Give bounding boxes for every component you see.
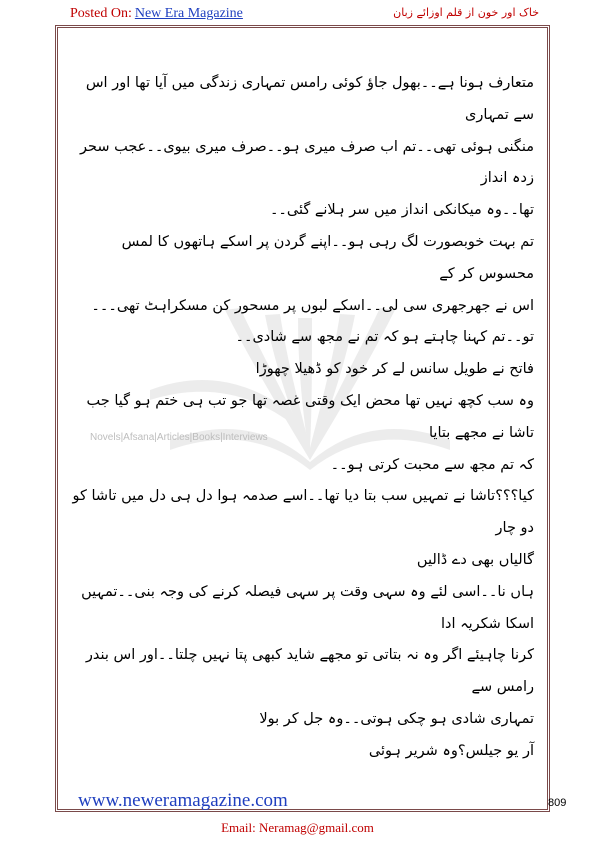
watermark-text: Novels|Afsana|Articles|Books|Interviews — [90, 432, 268, 443]
novel-title: خاک اور خون از قلم اوزائے زبان — [393, 6, 539, 19]
magazine-link[interactable]: New Era Magazine — [134, 6, 243, 21]
paragraph-line: تو۔۔تم کہنا چاہتے ہو کہ تم نے مجھ سے شادی۔۔ — [235, 329, 534, 346]
contact-email[interactable]: Email: Neramag@gmail.com — [221, 820, 374, 835]
posted-on — [70, 6, 243, 22]
website-link[interactable]: www.neweramagazine.com — [78, 790, 288, 811]
paragraph-line: تمہاری شادی ہو چکی ہوتی۔۔وہ جل کر بولا — [259, 710, 534, 727]
paragraph-line: کیا؟؟؟تاشا نے تمہیں سب بتا دیا تھا۔۔اسے صدمہ ہوا دل ہی دل میں تاشا کو دو چار — [72, 488, 534, 537]
paragraph-line: گالیاں بھی دے ڈالیں — [416, 551, 534, 568]
page-number: 809 — [548, 797, 567, 809]
paragraph-line: اس نے جھرجھری سی لی۔۔اسکے لبوں پر مسحور کن مسکراہٹ تھی۔۔۔ — [91, 297, 534, 314]
paragraph-line: وہ سب کچھ نہیں تھا محض ایک وقتی غصہ تھا جو تب ہی ختم ہو گیا جب تاشا نے مجھے بتایا — [86, 392, 534, 441]
paragraph-line: تھا۔۔وہ میکانکی انداز میں سر ہلانے گئی۔۔ — [269, 202, 534, 219]
page-header — [0, 0, 595, 28]
paragraph-line: کہ تم مجھ سے محبت کرتی ہو۔۔ — [330, 456, 534, 473]
paragraph-line: کرنا چاہیئے اگر وہ نہ بتاتی تو مجھے شاید کبھی پتا نہیں چلتا۔۔اور اس بندر رامس سے — [85, 647, 534, 696]
article-body — [62, 68, 534, 768]
paragraph-line: آر یو جیلس؟وہ شریر ہوئی — [368, 742, 534, 759]
paragraph-line: فاتح نے طویل سانس لے کر خود کو ڈھیلا چھوڑا — [255, 361, 534, 378]
paragraph-line: تم بہت خوبصورت لگ رہی ہو۔۔اپنے گردن پر اسکے ہاتھوں کا لمس محسوس کر کے — [121, 233, 534, 282]
paragraph-line: ہاں نا۔۔اسی لئے وہ سہی وقت پر سہی فیصلہ کرنے کی وجہ بنی۔۔تمہیں اسکا شکریہ ادا — [81, 583, 534, 632]
paragraph-line: منگنی ہوئی تھی۔۔تم اب صرف میری ہو۔۔صرف میری بیوی۔۔عجب سحر زدہ انداز — [79, 138, 534, 187]
posted-on-label: Posted On: — [70, 6, 132, 21]
paragraph-line: متعارف ہونا ہے۔۔بھول جاؤ کوئی رامس تمہاری زندگی میں آیا تھا اور اس سے تمہاری — [85, 75, 534, 123]
